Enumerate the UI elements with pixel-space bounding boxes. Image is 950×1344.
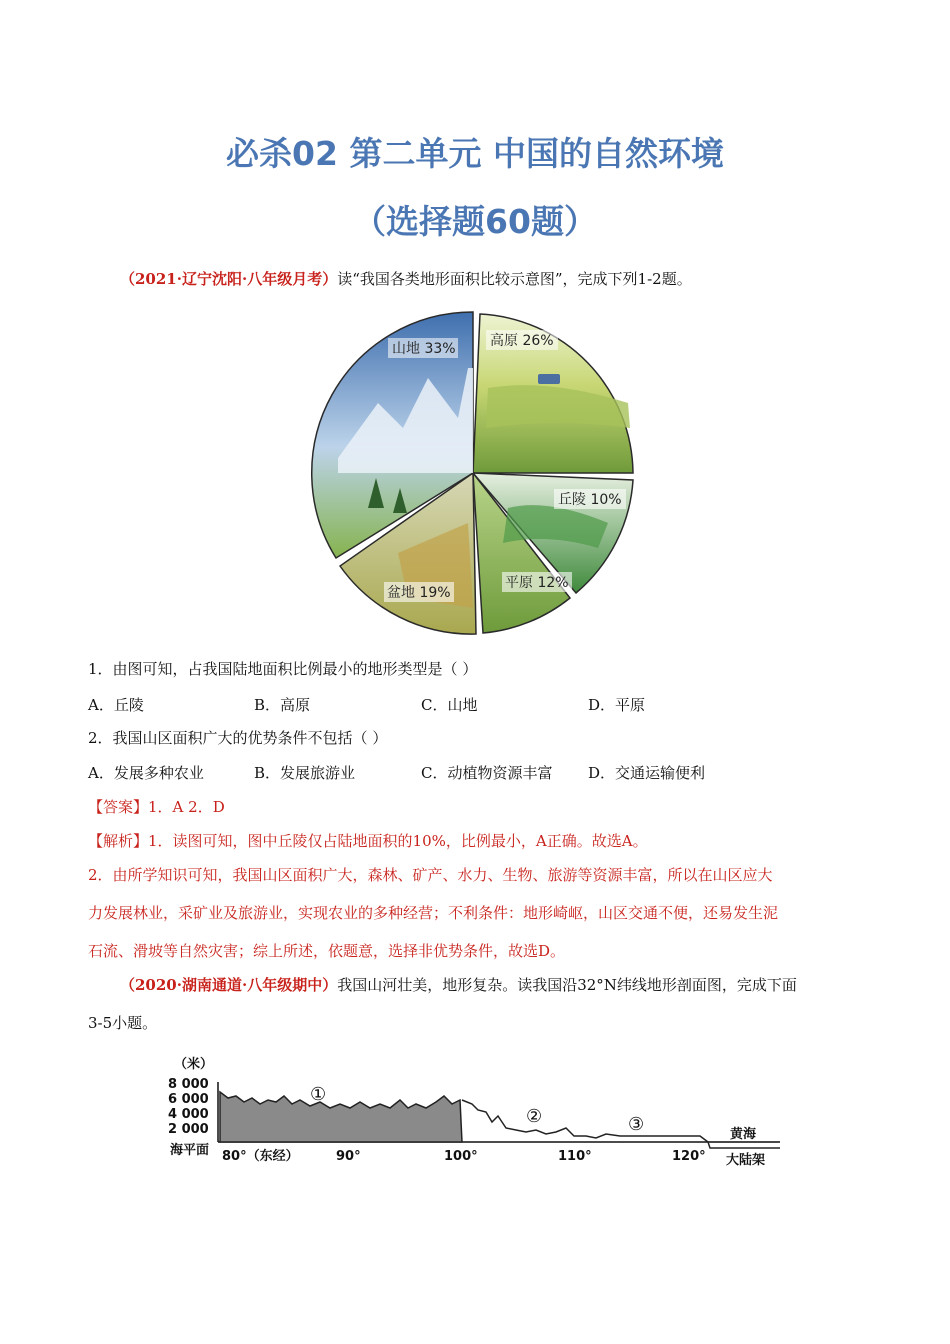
x-tick-110: 110°	[558, 1149, 592, 1164]
question-source-2: （2020·湖南通道·八年级期中）	[120, 976, 338, 994]
pie-label-plain: 平原 12%	[505, 575, 569, 591]
y-tick-2000: 2 000	[168, 1122, 209, 1137]
question-source: （2021·辽宁沈阳·八年级月考）	[120, 270, 338, 288]
q1-option-a: A．丘陵	[88, 696, 144, 714]
intro-text-2: 我国山河壮美，地形复杂。读我国沿32°N纬线地形剖面图，完成下面	[337, 976, 797, 994]
pie-label-plateau: 高原 26%	[490, 333, 554, 349]
page-subtitle: （选择题60题）	[353, 202, 597, 241]
x-tick-100: 100°	[444, 1149, 478, 1164]
answer-text: 1．A 2．D	[148, 798, 225, 816]
question-1-stem: 1．由图可知，占我国陆地面积比例最小的地形类型是（ ）	[88, 660, 478, 678]
sea-label: 黄海	[730, 1127, 757, 1142]
x-tick-90: 90°	[336, 1149, 361, 1164]
shelf-label: 大陆架	[726, 1153, 766, 1168]
continental-shelf-line	[708, 1142, 780, 1148]
pie-label-mountain: 山地 33%	[392, 341, 456, 357]
q2-option-c: C．动植物资源丰富	[421, 764, 553, 782]
q2-option-b: B．发展旅游业	[254, 764, 356, 782]
q2-option-a: A．发展多种农业	[88, 764, 204, 782]
intro-text: 读“我国各类地形面积比较示意图”，完成下列1-2题。	[337, 270, 692, 288]
analysis-line-4: 石流、滑坡等自然灾害；综上所述，依题意，选择非优势条件，故选D。	[88, 942, 566, 960]
y-tick-4000: 4 000	[168, 1107, 209, 1122]
q1-option-b: B．高原	[254, 696, 311, 714]
sea-level-label: 海平面	[170, 1143, 210, 1158]
profile-unit: （米）	[174, 1057, 214, 1072]
analysis-tag: 【解析】	[88, 832, 149, 850]
q1-option-c: C．山地	[421, 696, 478, 714]
analysis-line-1	[88, 830, 648, 852]
q1-option-d: D．平原	[588, 696, 646, 714]
analysis-line-2: 2．由所学知识可知，我国山区面积广大，森林、矿产、水力、生物、旅游等资源丰富，所以在山区应大	[88, 866, 773, 884]
tibet-plateau-profile	[220, 1092, 462, 1142]
bus-decor	[538, 374, 560, 384]
intro-paragraph-2	[120, 974, 797, 996]
intro-paragraph-2-cont: 3-5小题。	[88, 1014, 158, 1032]
pie-label-basin: 盆地 19%	[387, 585, 451, 601]
marker-2: ②	[526, 1106, 543, 1127]
terrain-profile-figure	[160, 1052, 790, 1172]
answer-tag: 【答案】	[88, 798, 149, 816]
analysis-line-3: 力发展林业，采矿业及旅游业，实现农业的多种经营；不利条件：地形崎岖，山区交通不便，还易发生泥	[88, 904, 779, 922]
q2-option-d: D．交通运输便利	[588, 764, 706, 782]
x-tick-120: 120°	[672, 1149, 706, 1164]
y-tick-8000: 8 000	[168, 1077, 209, 1092]
x-tick-80: 80°（东经）	[222, 1149, 299, 1164]
question-2-stem: 2．我国山区面积广大的优势条件不包括（ ）	[88, 729, 388, 747]
answer-line	[88, 796, 225, 818]
marker-3: ③	[628, 1114, 645, 1135]
terrain-pie-figure	[308, 308, 638, 638]
pie-label-hill: 丘陵 10%	[558, 492, 622, 508]
intro-paragraph-1	[120, 268, 692, 290]
page-title: 必杀02 第二单元 中国的自然环境	[226, 134, 724, 173]
eastern-terrain-profile	[462, 1100, 708, 1142]
analysis-text-1: 1．读图可知，图中丘陵仅占陆地面积的10%，比例最小，A正确。故选A。	[148, 832, 648, 850]
y-tick-6000: 6 000	[168, 1092, 209, 1107]
marker-1: ①	[310, 1084, 327, 1105]
